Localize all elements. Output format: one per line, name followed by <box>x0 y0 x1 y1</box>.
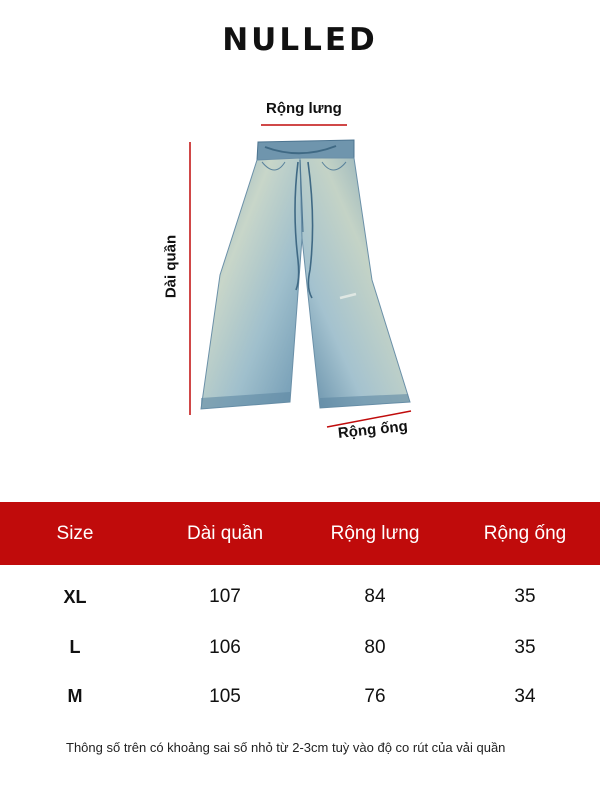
measurement-note: Thông số trên có khoảng sai số nhỏ từ 2-3cm tuỳ vào độ co rút của vải quần <box>66 740 506 755</box>
row-leg: 34 <box>514 685 536 707</box>
row-waist: 80 <box>364 636 386 658</box>
row-waist: 76 <box>364 685 386 707</box>
size-table <box>0 502 600 721</box>
table-header-row <box>0 502 600 565</box>
row-size: L <box>69 637 81 657</box>
header-size: Size <box>0 502 150 565</box>
header-leg: Rộng ống <box>450 502 600 565</box>
row-leg: 35 <box>514 636 536 658</box>
row-size: XL <box>63 586 87 607</box>
table-row <box>0 565 600 623</box>
brand-logo: NULLED <box>222 22 378 58</box>
row-size: M <box>67 686 83 706</box>
length-label: Dài quần <box>162 234 180 299</box>
table-row <box>0 623 600 672</box>
header-waist: Rộng lưng <box>300 502 450 565</box>
leg-label: Rộng ống <box>337 417 409 442</box>
row-length: 105 <box>209 685 241 707</box>
row-waist: 84 <box>364 586 386 607</box>
row-length: 106 <box>209 636 241 658</box>
row-leg: 35 <box>514 586 536 607</box>
row-length: 107 <box>209 586 241 607</box>
header-length: Dài quần <box>150 502 300 565</box>
jeans-illustration <box>201 140 410 409</box>
waist-label: Rộng lưng <box>266 100 342 117</box>
table-row <box>0 672 600 721</box>
